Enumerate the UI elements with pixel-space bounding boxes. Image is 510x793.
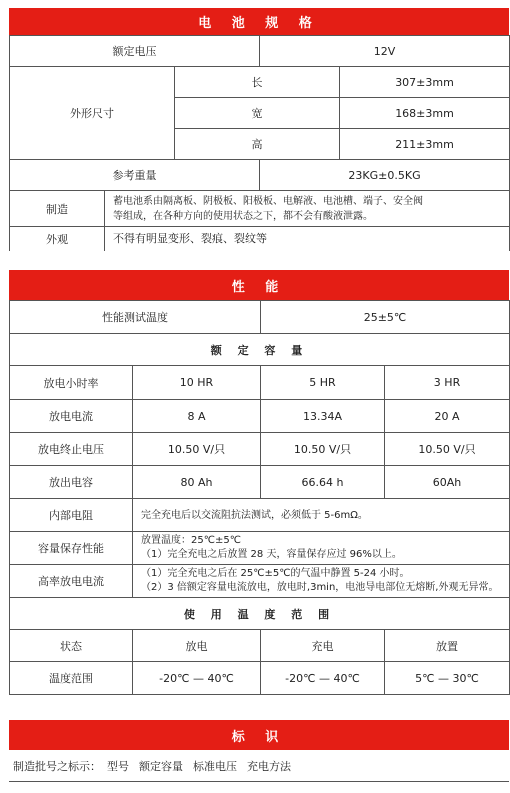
high-rate-line-1: （1）完全充电之后在 25℃±5℃的气温中静置 5-24 小时。 [141,568,410,579]
make-text [105,191,510,227]
state-value: 充电 [261,630,385,662]
end-voltage-value: 10.50 V/只 [261,433,385,466]
current-label: 放电电流 [10,400,133,433]
retention-line-1: 放置温度：25℃±5℃ [141,535,241,546]
rated-voltage-label: 额定电压 [10,36,260,67]
retention-text [133,532,510,565]
mark-row [9,750,509,782]
state-label: 状态 [10,630,133,662]
current-value: 20 A [385,400,510,433]
range-label: 温度范围 [10,662,133,695]
perf-header: 性 能 [9,270,509,300]
high-rate-line-2: （2）3 倍额定容量电流放电，放电时,3min，电池导电部位无熔断,外观无异常。 [141,582,499,593]
mark-item: 型号 [107,759,129,773]
range-value: -20℃ — 40℃ [133,662,261,695]
mark-header: 标 识 [9,720,509,750]
state-value: 放置 [385,630,510,662]
length-label: 长 [175,67,340,98]
dims-label: 外形尺寸 [10,67,175,160]
resistance-label: 内部电阻 [10,499,133,532]
spec-table [9,35,509,251]
spec-header: 电 池 规 格 [9,8,509,35]
make-line-2: 等组成，在各种方向的使用状态之下，都不会有酸液泄露。 [113,210,373,222]
range-value: 5℃ — 30℃ [385,662,510,695]
temp-title: 使 用 温 度 范 围 [10,598,510,630]
weight-label: 参考重量 [10,160,260,191]
capacity-label: 放出电容 [10,466,133,499]
end-voltage-value: 10.50 V/只 [133,433,261,466]
rate-value: 3 HR [385,366,510,400]
current-value: 8 A [133,400,261,433]
range-value: -20℃ — 40℃ [261,662,385,695]
rate-value: 10 HR [133,366,261,400]
state-value: 放电 [133,630,261,662]
retention-line-2: （1）完全充电之后放置 28 天，容量保存应过 96%以上。 [141,549,402,560]
rate-value: 5 HR [261,366,385,400]
width-value: 168±3mm [340,98,510,129]
end-voltage-label: 放电终止电压 [10,433,133,466]
rate-label: 放电小时率 [10,366,133,400]
width-label: 宽 [175,98,340,129]
rated-voltage-value: 12V [260,36,510,67]
capacity-value: 60Ah [385,466,510,499]
capacity-value: 80 Ah [133,466,261,499]
perf-table [9,300,509,695]
mark-item: 充电方法 [247,759,291,773]
appearance-label: 外观 [10,227,105,251]
test-temp-value: 25±5℃ [261,301,510,334]
high-rate-text [133,565,510,598]
appearance-value: 不得有明显变形、裂痕、裂纹等 [105,227,510,251]
height-label: 高 [175,129,340,160]
current-value: 13.34A [261,400,385,433]
resistance-value: 完全充电后以交流阻抗法测试，必须低于 5-6mΩ。 [133,499,510,532]
make-line-1: 蓄电池系由隔离板、阴极板、阳极板、电解液、电池槽、端子、安全阀 [113,195,423,207]
height-value: 211±3mm [340,129,510,160]
mark-item: 额定容量 [139,759,183,773]
end-voltage-value: 10.50 V/只 [385,433,510,466]
batch-label: 制造批号之标示： [13,759,101,773]
make-label: 制造 [10,191,105,227]
weight-value: 23KG±0.5KG [260,160,510,191]
length-value: 307±3mm [340,67,510,98]
retention-label: 容量保存性能 [10,532,133,565]
high-rate-label: 高率放电电流 [10,565,133,598]
test-temp-label: 性能测试温度 [10,301,261,334]
mark-item: 标准电压 [193,759,237,773]
capacity-title: 额 定 容 量 [10,334,510,366]
capacity-value: 66.64 h [261,466,385,499]
